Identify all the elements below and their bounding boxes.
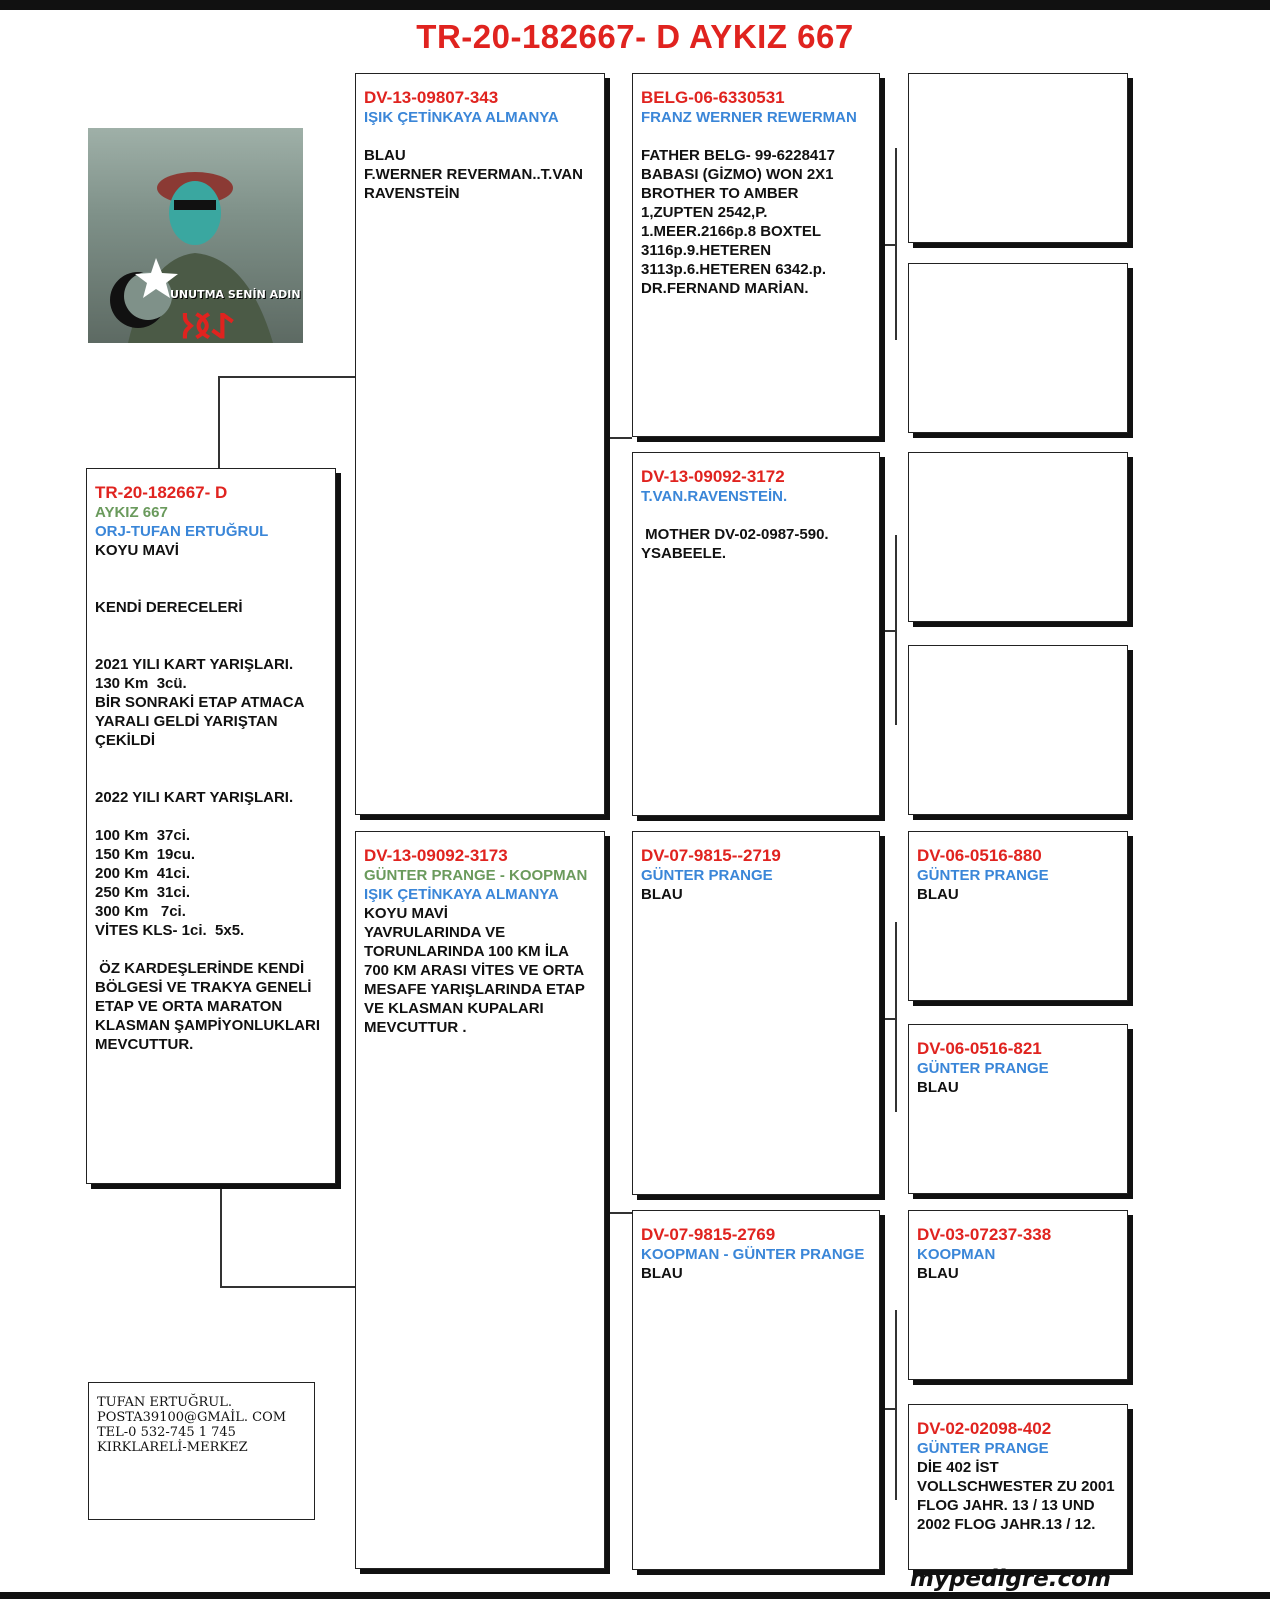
breeder-name: GÜNTER PRANGE - KOOPMAN [364, 867, 588, 884]
owner-name: KOOPMAN [917, 1246, 996, 1263]
owner-name: FRANZ WERNER REWERMAN [641, 109, 857, 126]
bird-notes: BLAU [917, 1265, 959, 1282]
owner-name: GÜNTER PRANGE [917, 1060, 1049, 1077]
owner-name: IŞIK ÇETİNKAYA ALMANYA [364, 109, 559, 126]
owner-name: IŞIK ÇETİNKAYA ALMANYA [364, 886, 559, 903]
connector [608, 1212, 610, 1422]
connector [895, 1310, 897, 1500]
ggp-card-7 [908, 1210, 1128, 1380]
bottom-border [0, 1592, 1270, 1599]
connector [880, 630, 896, 632]
contact-info: TUFAN ERTUĞRUL. POSTA39100@GMAİL. COM TEL-0 532-745 1 745 KIRKLARELİ-MERKEZ [88, 1382, 315, 1520]
sire-card [355, 73, 605, 815]
owner-name: KOOPMAN - GÜNTER PRANGE [641, 1246, 865, 1263]
sire-dam-card [632, 452, 880, 816]
soldier-portrait-image [88, 128, 303, 343]
connector [608, 437, 632, 439]
bird-notes: KENDİ DERECELERİ 2021 YILI KART YARIŞLARI. 130 Km 3cü. BİR SONRAKİ ETAP ATMACA YARALI GELDİ YARIŞTAN ÇEKİLDİ 2022 YILI KART YARIŞLARI. 100 Km 37ci. 150 Km 19cu. 200 Km 41ci. 250 Km 31ci. 300 Km 7ci. VİTES KLS- 1ci. 5x5. ÖZ KARDEŞLERİNDE KENDİ BÖLGESİ VE TRAKYA GENELİ ETAP VE ORTA MARATON KLASMAN ŞAMPİYONLUKLARI MEVCUTTUR. [95, 599, 320, 1053]
ggp-card-1 [908, 73, 1128, 243]
connector [220, 1188, 222, 1288]
bird-notes: BLAU [917, 886, 959, 903]
connector [220, 1286, 355, 1288]
ring-number: DV-07-9815-2769 [641, 1225, 776, 1244]
ring-number: DV-13-09092-3173 [364, 846, 508, 865]
ggp-card-8 [908, 1404, 1128, 1570]
svg-text:𐰀𐰅𐰆: 𐰀𐰅𐰆 [180, 307, 234, 343]
ggp-card-3 [908, 452, 1128, 622]
ring-number: DV-13-09092-3172 [641, 467, 785, 486]
bird-color: KOYU MAVİ [95, 542, 179, 559]
top-border [0, 0, 1270, 10]
owner-name: GÜNTER PRANGE [641, 867, 773, 884]
ring-number: TR-20-182667- D [95, 483, 228, 502]
bird-notes: BLAU [641, 1265, 683, 1282]
bird-name: AYKIZ 667 [95, 504, 168, 521]
ggp-card-6 [908, 1024, 1128, 1194]
ring-number: DV-07-9815--2719 [641, 846, 781, 865]
portrait-icon [88, 128, 303, 343]
bird-notes: KOYU MAVİ YAVRULARINDA VE TORUNLARINDA 100 KM İLA 700 KM ARASI VİTES VE ORTA MESAFE YARIŞLARINDA ETAP VE KLASMAN KUPALARI MEVCUTTUR . [364, 905, 585, 1036]
bird-notes: FATHER BELG- 99-6228417 BABASI (GİZMO) WON 2X1 BROTHER TO AMBER 1,ZUPTEN 2542,P. 1.MEER.2166p.8 BOXTEL 3116p.9.HETEREN 3113p.6.HETEREN 6342.p. DR.FERNAND MARİAN. [641, 147, 835, 297]
ring-number: DV-06-0516-880 [917, 846, 1042, 865]
connector [608, 437, 610, 632]
ring-number: BELG-06-6330531 [641, 88, 785, 107]
bird-notes: BLAU F.WERNER REVERMAN..T.VAN RAVENSTEİN [364, 147, 583, 202]
ggp-card-4 [908, 645, 1128, 815]
dam-dam-card [632, 1210, 880, 1570]
ring-number: DV-13-09807-343 [364, 88, 499, 107]
connector [880, 1408, 896, 1410]
ring-number: DV-02-02098-402 [917, 1419, 1052, 1438]
owner-name: GÜNTER PRANGE [917, 867, 1049, 884]
ggp-card-5 [908, 831, 1128, 1001]
dam-sire-card [632, 831, 880, 1195]
connector [608, 1212, 632, 1214]
connector [895, 148, 897, 340]
connector [895, 535, 897, 725]
photo-caption: UNUTMA SENİN ADIN [170, 288, 301, 301]
dam-card [355, 831, 605, 1569]
ring-number: DV-06-0516-821 [917, 1039, 1042, 1058]
subject-card [86, 468, 336, 1184]
bird-notes: BLAU [917, 1079, 959, 1096]
connector [218, 376, 355, 378]
owner-name: ORJ-TUFAN ERTUĞRUL [95, 523, 269, 540]
connector [880, 1018, 896, 1020]
site-watermark: mypedigre.com [910, 1566, 1111, 1592]
bird-notes: BLAU [641, 886, 683, 903]
connector [218, 376, 220, 468]
ring-number: DV-03-07237-338 [917, 1225, 1052, 1244]
sire-sire-card [632, 73, 880, 437]
ggp-card-2 [908, 263, 1128, 433]
bird-notes: MOTHER DV-02-0987-590. YSABEELE. [641, 526, 829, 562]
connector [880, 244, 896, 246]
page-title: TR-20-182667- D AYKIZ 667 [416, 18, 854, 55]
bird-notes: DİE 402 İST VOLLSCHWESTER ZU 2001 FLOG JAHR. 13 / 13 UND 2002 FLOG JAHR.13 / 12. [917, 1459, 1119, 1533]
owner-name: T.VAN.RAVENSTEİN. [641, 488, 788, 505]
connector [895, 922, 897, 1112]
owner-name: GÜNTER PRANGE [917, 1440, 1049, 1457]
